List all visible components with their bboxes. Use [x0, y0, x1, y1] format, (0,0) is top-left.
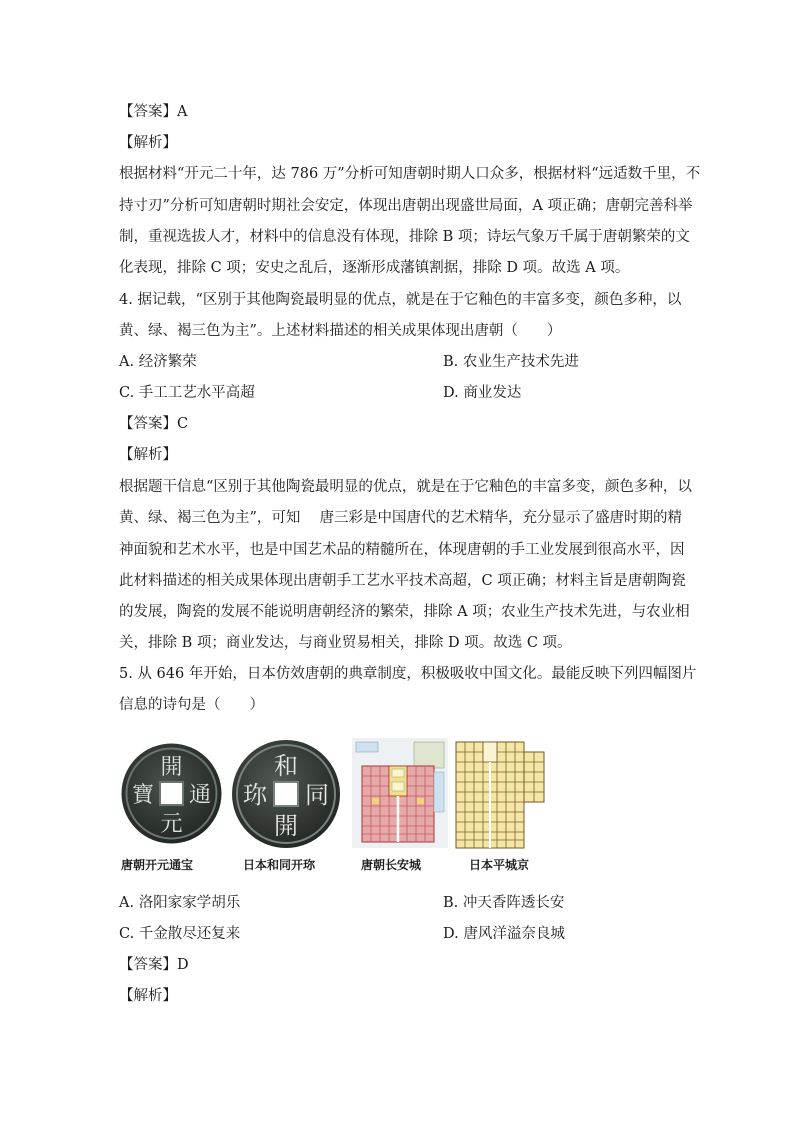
analysis-label-q3: 【解析】	[119, 135, 177, 151]
coin2-char-bottom: 開	[274, 812, 298, 840]
q5-option-b: B. 冲天香阵透长安	[443, 895, 565, 911]
coin1-char-left: 寶	[131, 783, 155, 808]
wado-kaichin-coin-image	[230, 738, 342, 850]
analysis-text-line: 的发展，陶瓷的发展不能说明唐朝经济的繁荣，排除 A 项；农业生产技术先进，与农业相	[119, 604, 690, 620]
coin2-char-right: 同	[305, 781, 329, 809]
caption-wado-kaichin: 日本和同开珎	[243, 858, 316, 872]
analysis-text-line: 根据题干信息“区别于其他陶瓷最明显的优点，就是在于它釉色的丰富多变，颜色多种，以	[119, 479, 692, 495]
question-4-stem: 4. 据记载，“区别于其他陶瓷最明显的优点，就是在于它釉色的丰富多变，颜色多种，以	[119, 292, 682, 308]
analysis-label-q5: 【解析】	[119, 988, 177, 1004]
coin2-char-top: 和	[274, 752, 298, 780]
caption-changan-city: 唐朝长安城	[361, 858, 422, 872]
q5-option-a: A. 洛阳家家学胡乐	[119, 895, 241, 911]
caption-heijokyo: 日本平城京	[469, 858, 530, 872]
question-5-stem: 5. 从 646 年开始，日本仿效唐朝的典章制度，积极吸收中国文化。最能反映下列四幅图片	[119, 666, 697, 682]
analysis-label-q4: 【解析】	[119, 447, 177, 463]
heijokyo-city-map-image	[454, 740, 546, 850]
coin1-char-top: 開	[160, 755, 183, 780]
analysis-text-line: 持寸刃”分析可知唐朝时期社会安定，体现出唐朝出现盛世局面，A 项正确；唐朝完善科举	[119, 198, 693, 214]
coin1-char-bottom: 元	[160, 812, 183, 837]
coin1-char-right: 通	[188, 783, 212, 808]
analysis-text-line: 关，排除 B 项；商业发达，与商业贸易相关，排除 D 项。故选 C 项。	[119, 635, 572, 651]
question-5-stem: 信息的诗句是（ ）	[119, 697, 264, 713]
analysis-text-line: 此材料描述的相关成果体现出唐朝手工艺水平技术高超，C 项正确；材料主旨是唐朝陶瓷	[119, 573, 686, 589]
q4-option-b: B. 农业生产技术先进	[443, 354, 579, 370]
analysis-text-line: 化表现，排除 C 项；安史之乱后，逐渐形成藩镇割据，排除 D 项。故选 A 项。	[119, 260, 630, 276]
analysis-text-line: 黄、绿、褐三色为主”，可知 唐三彩是中国唐代的艺术精华，充分显示了盛唐时期的精	[119, 510, 683, 526]
question-4-stem: 黄、绿、褐三色为主”。上述材料描述的相关成果体现出唐朝（ ）	[119, 323, 562, 339]
answer-label-q4: 【答案】C	[119, 416, 189, 432]
analysis-text-line: 制，重视选拔人才，材料中的信息没有体现，排除 B 项；诗坛气象万千属于唐朝繁荣的文	[119, 229, 690, 245]
q4-option-d: D. 商业发达	[443, 385, 522, 401]
kaiyuan-tongbao-coin-image	[120, 742, 223, 845]
analysis-text-line: 神面貌和艺术水平，也是中国艺术品的精髓所在，体现唐朝的手工业发展到很高水平，因	[119, 542, 685, 558]
answer-label-q5: 【答案】D	[119, 957, 189, 973]
analysis-text-line: 根据材料“开元二十年，达 786 万”分析可知唐朝时期人口众多，根据材料“远适数千里，不	[119, 166, 701, 182]
q5-option-c: C. 千金散尽还复来	[119, 926, 241, 942]
q4-option-c: C. 手工工艺水平高超	[119, 385, 255, 401]
q4-option-a: A. 经济繁荣	[119, 354, 197, 370]
q5-option-d: D. 唐风洋溢奈良城	[443, 926, 565, 942]
answer-label-q3: 【答案】A	[119, 104, 188, 120]
caption-kaiyuan-tongbao: 唐朝开元通宝	[121, 858, 194, 872]
changan-city-map-image	[352, 738, 448, 848]
coin2-char-left: 珎	[243, 781, 267, 809]
